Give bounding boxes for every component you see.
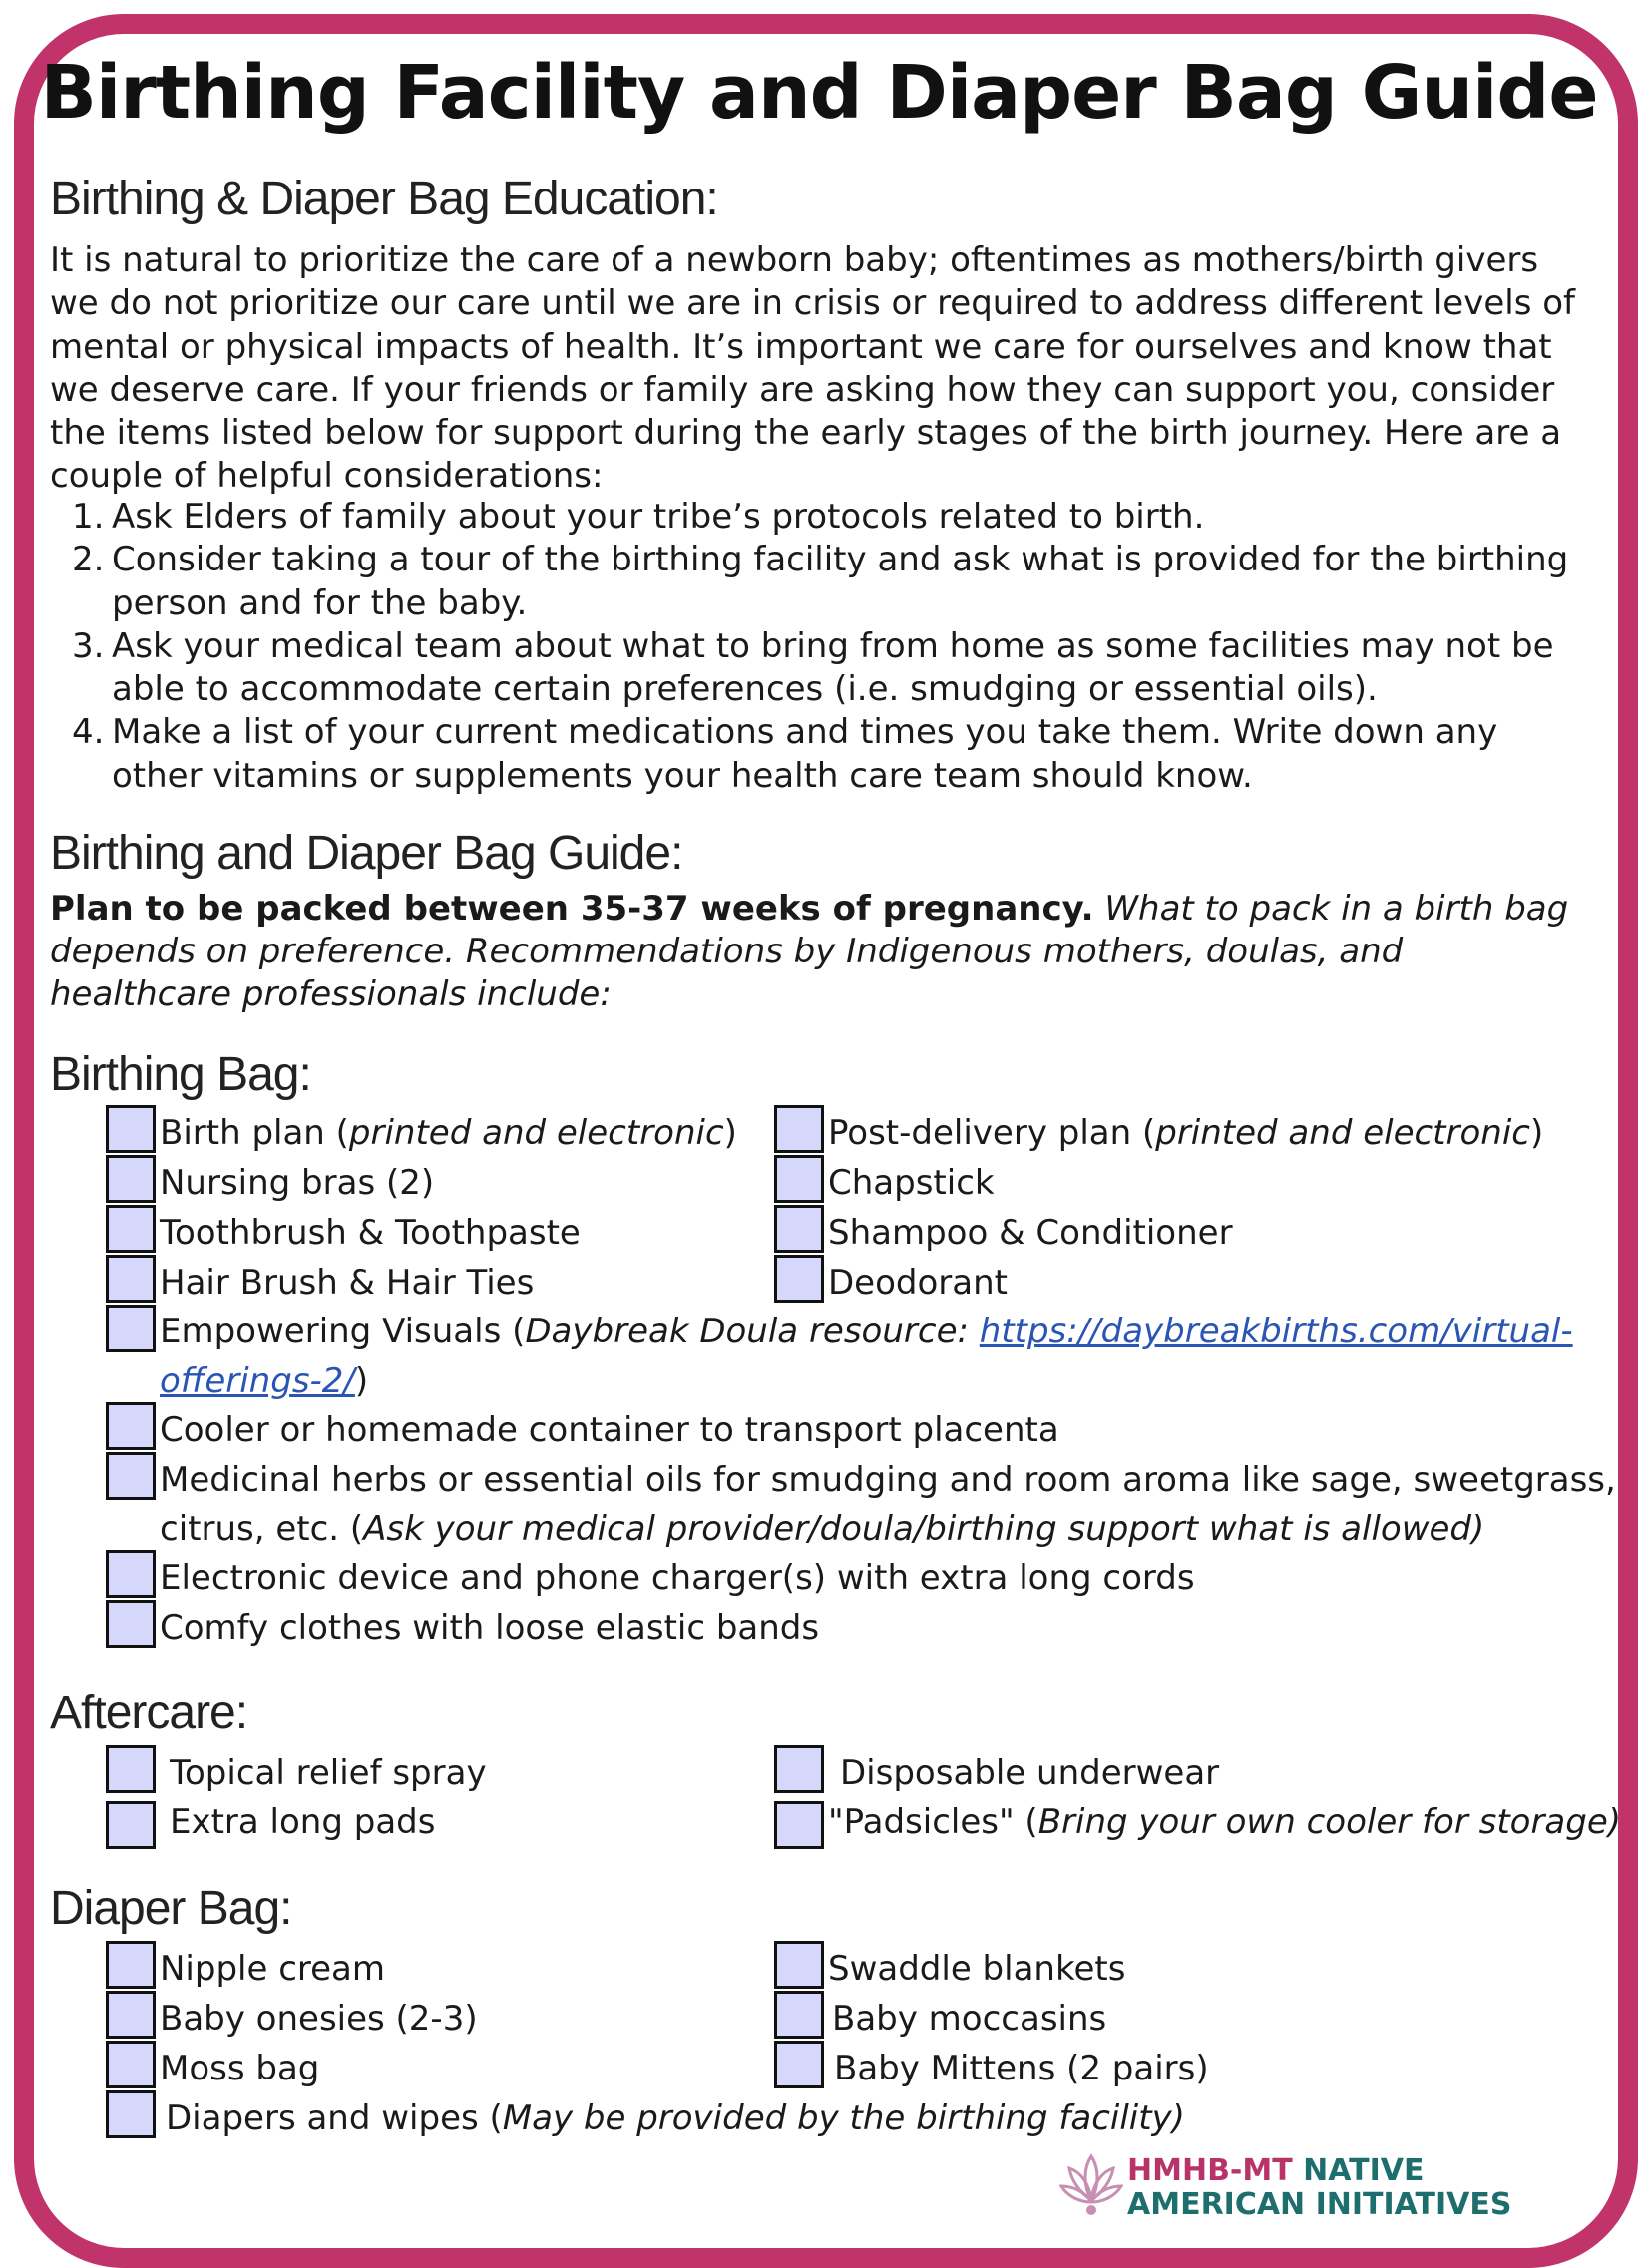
checkbox-hair-brush[interactable] [106, 1255, 156, 1303]
daybreak-link-cont[interactable]: offerings-2/ [160, 1361, 355, 1401]
packing-deadline: Plan to be packed between 35-37 weeks of pregnancy. [50, 889, 1094, 929]
checkbox-electronic-device[interactable] [106, 1550, 156, 1598]
checkbox-nursing-bras[interactable] [106, 1155, 156, 1203]
organization-logo: HMHB-MT NATIVE AMERICAN INITIATIVES [1127, 2153, 1512, 2222]
checkbox-disposable-underwear[interactable] [774, 1745, 824, 1793]
item-medicinal-herbs-cont: citrus, etc. (Ask your medical provider/doula/birthing support what is allowed) [160, 1509, 1485, 1549]
item-medicinal-herbs: Medicinal herbs or essential oils for smudging and room aroma like sage, sweetgrass, [160, 1460, 1616, 1500]
lotus-logo-icon [1059, 2152, 1123, 2218]
checkbox-padsicles[interactable] [774, 1801, 824, 1849]
item-diapers-wipes: Diapers and wipes (May be provided by the birthing facility) [166, 2098, 1185, 2138]
guide-intro-text: What to pack in a birth bag depends on preference. Recommendations by Indigenous mothers, doulas, and healthcare professionals include: [50, 889, 1569, 1014]
list-item: 4. Make a list of your current medications and times you take them. Write down any other vitamins or supplements your health care team should know. [72, 712, 1498, 796]
item-cooler: Cooler or homemade container to transport placenta [160, 1410, 1059, 1450]
daybreak-link[interactable]: https://daybreakbirths.com/virtual- [979, 1312, 1573, 1351]
guide-intro [50, 888, 1591, 1016]
item-empowering-visuals-cont: offerings-2/) [160, 1361, 369, 1401]
list-item: 3. Ask your medical team about what to bring from home as some facilities may not be able to accommodate certain preferences (i.e. smudging or essential oils). [72, 625, 1554, 710]
item-shampoo: Shampoo & Conditioner [828, 1213, 1233, 1253]
checkbox-cooler[interactable] [106, 1402, 156, 1450]
checkbox-toothbrush[interactable] [106, 1205, 156, 1253]
item-disposable-underwear: Disposable underwear [840, 1753, 1220, 1793]
item-birth-plan: Birth plan (printed and electronic) [160, 1113, 737, 1153]
education-heading: Birthing & Diaper Bag Education: [50, 173, 718, 225]
item-nipple-cream: Nipple cream [160, 1949, 386, 1989]
diaper-bag-heading: Diaper Bag: [50, 1882, 292, 1935]
item-electronic-device: Electronic device and phone charger(s) with extra long cords [160, 1558, 1195, 1598]
checkbox-baby-mittens[interactable] [774, 2041, 824, 2088]
checkbox-baby-onesies[interactable] [106, 1991, 156, 2039]
guide-heading: Birthing and Diaper Bag Guide: [50, 827, 683, 880]
birthing-bag-heading: Birthing Bag: [50, 1048, 311, 1101]
item-empowering-visuals: Empowering Visuals (Daybreak Doula resource: https://daybreakbirths.com/virtual- [160, 1312, 1573, 1351]
list-item: 1. Ask Elders of family about your tribe’s protocols related to birth. [72, 497, 1205, 537]
checkbox-birth-plan[interactable] [106, 1105, 156, 1153]
item-baby-moccasins: Baby moccasins [832, 1999, 1107, 2039]
page-title: Birthing Facility and Diaper Bag Guide [40, 50, 1598, 136]
checkbox-post-delivery-plan[interactable] [774, 1105, 824, 1153]
checkbox-topical-spray[interactable] [106, 1745, 156, 1793]
aftercare-heading: Aftercare: [50, 1687, 248, 1739]
checkbox-swaddle-blankets[interactable] [774, 1941, 824, 1989]
item-baby-onesies: Baby onesies (2-3) [160, 1999, 478, 2039]
item-baby-mittens: Baby Mittens (2 pairs) [834, 2049, 1209, 2088]
item-chapstick: Chapstick [828, 1163, 995, 1203]
checkbox-empowering-visuals[interactable] [106, 1305, 156, 1352]
item-topical-spray: Topical relief spray [170, 1753, 487, 1793]
list-item: 2. Consider taking a tour of the birthing facility and ask what is provided for the birthing person and for the baby. [72, 540, 1569, 623]
item-swaddle-blankets: Swaddle blankets [828, 1949, 1126, 1989]
item-nursing-bras: Nursing bras (2) [160, 1163, 435, 1203]
item-moss-bag: Moss bag [160, 2049, 320, 2088]
checkbox-chapstick[interactable] [774, 1155, 824, 1203]
checkbox-shampoo[interactable] [774, 1205, 824, 1253]
checkbox-medicinal-herbs[interactable] [106, 1452, 156, 1500]
item-hair-brush: Hair Brush & Hair Ties [160, 1263, 535, 1303]
item-deodorant: Deodorant [828, 1263, 1008, 1303]
item-extra-long-pads: Extra long pads [170, 1802, 436, 1842]
education-paragraph: It is natural to prioritize the care of a newborn baby; oftentimes as mothers/birth givers we do not prioritize our care until we are in crisis or required to address different levels of mental or physical impacts of health. It’s important we care for ourselves and know that we deserve care. If your friends or family are asking how they can support you, consider the items listed below for support during the early stages of the birth journey. Here are a couple of helpful considerations: [50, 240, 1576, 497]
item-toothbrush: Toothbrush & Toothpaste [160, 1213, 581, 1253]
checkbox-extra-long-pads[interactable] [106, 1801, 156, 1849]
item-post-delivery-plan: Post-delivery plan (printed and electronic) [828, 1113, 1544, 1153]
checkbox-deodorant[interactable] [774, 1255, 824, 1303]
checkbox-moss-bag[interactable] [106, 2041, 156, 2088]
item-comfy-clothes: Comfy clothes with loose elastic bands [160, 1608, 820, 1648]
item-padsicles: "Padsicles" (Bring your own cooler for storage) [828, 1802, 1622, 1842]
checkbox-nipple-cream[interactable] [106, 1941, 156, 1989]
considerations-list [72, 496, 1588, 798]
checkbox-baby-moccasins[interactable] [774, 1991, 824, 2039]
checkbox-diapers-wipes[interactable] [106, 2090, 156, 2138]
checkbox-comfy-clothes[interactable] [106, 1600, 156, 1648]
